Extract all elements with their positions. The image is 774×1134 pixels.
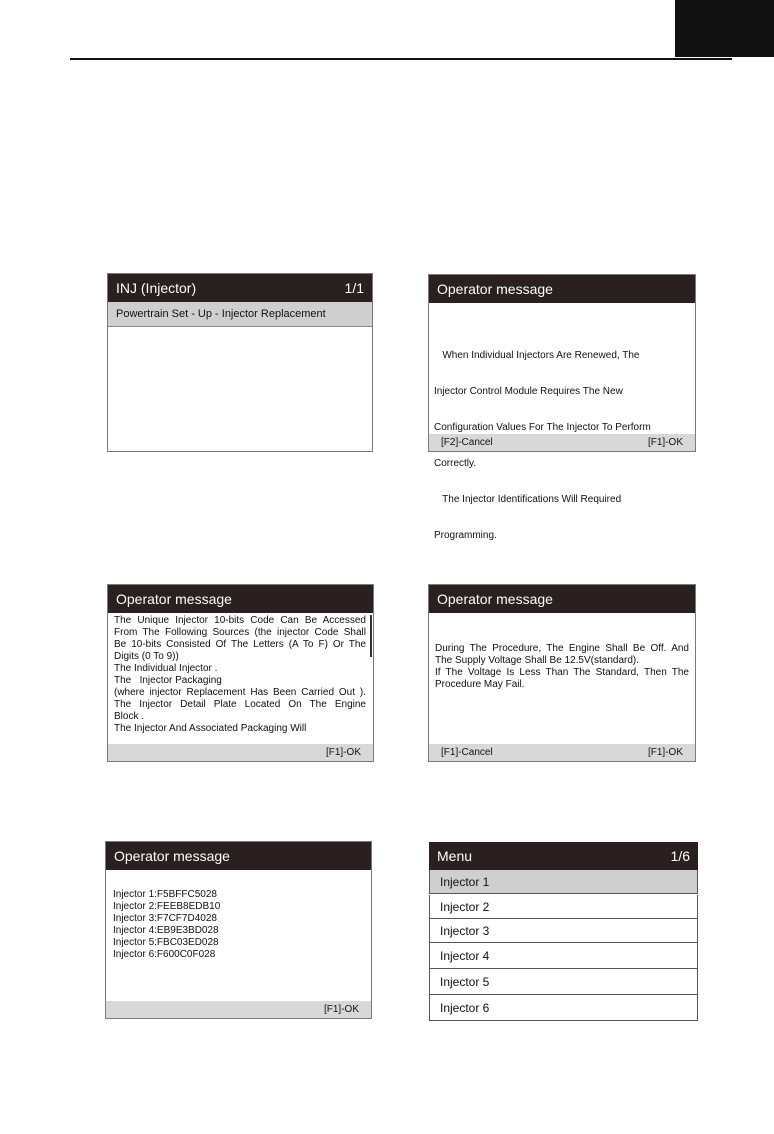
menu-item-injector-1[interactable]: Injector 1: [429, 870, 698, 894]
screen-title: Operator message: [437, 591, 553, 607]
message-line: If The Voltage Is Less Than The Standard, Then The: [435, 667, 689, 678]
screen-title-bar: [108, 274, 372, 302]
message-line: From The Following Sources (the injector Code Shall: [114, 627, 366, 638]
menu-item-selected[interactable]: Powertrain Set - Up - Injector Replacement: [108, 302, 372, 327]
injector-code-line: Injector 1:F5BFFC5028: [113, 889, 217, 900]
screen-title-bar: [106, 842, 371, 870]
message-text: [435, 643, 689, 691]
message-line: When Individual Injectors Are Renewed, The: [434, 350, 640, 361]
screen-title: Operator message: [116, 591, 232, 607]
scrollbar[interactable]: [370, 615, 372, 657]
screen-footer: [429, 744, 695, 761]
message-line: The Injector Packaging: [114, 675, 222, 686]
screen-title-bar: [429, 585, 695, 613]
screen-footer: [429, 434, 695, 451]
menu-item-injector-3[interactable]: Injector 3: [429, 919, 698, 943]
screen-injector-codes: [105, 841, 372, 1019]
message-line: The Supply Voltage Shall Be 12.5V(standard).: [435, 655, 640, 666]
ok-button[interactable]: [F1]-OK: [647, 747, 683, 758]
menu-item-injector-6[interactable]: Injector 6: [429, 995, 698, 1021]
ok-button[interactable]: [F1]-OK: [323, 1004, 359, 1015]
injector-code-line: Injector 6:F600C0F028: [113, 949, 216, 960]
screen-injector-menu: [429, 842, 698, 1021]
cancel-button[interactable]: [F1]-Cancel: [441, 747, 493, 758]
page-indicator: 1/1: [344, 280, 364, 296]
menu-item-injector-2[interactable]: Injector 2: [429, 895, 698, 919]
screen-title-bar: [429, 275, 695, 303]
screen-operator-message-3: [428, 584, 696, 762]
cancel-button[interactable]: [F2]-Cancel: [441, 437, 493, 448]
message-line: Configuration Values For The Injector To Perform: [434, 422, 651, 433]
message-line: Be 10-bits Consisted Of The Letters (A To F) Or The: [114, 639, 366, 650]
menu-item-injector-4[interactable]: Injector 4: [429, 943, 698, 969]
screen-title: Menu: [437, 848, 473, 864]
message-line: The Injector Identifications Will Required: [434, 494, 622, 505]
screen-footer: [106, 1001, 371, 1018]
screen-operator-message-1: [428, 274, 696, 541]
screen-operator-message-2: [107, 584, 374, 762]
screen-title: INJ (Injector): [116, 280, 197, 296]
injector-code-line: Injector 3:F7CF7D4028: [113, 913, 217, 924]
menu-item-injector-5[interactable]: Injector 5: [429, 969, 698, 995]
injector-code-line: Injector 2:FEEB8EDB10: [113, 901, 221, 912]
page-corner-tab: [675, 0, 774, 57]
screen-title-bar: [108, 585, 373, 613]
message-line: The Individual Injector .: [114, 663, 218, 674]
message-line: The Injector And Associated Packaging Will: [114, 723, 307, 734]
page-indicator: 1/6: [670, 848, 690, 864]
screen-title: Operator message: [114, 848, 230, 864]
message-line: Correctly.: [434, 458, 477, 469]
message-line: Programming.: [434, 530, 497, 541]
message-line: (where injector Replacement Has Been Carried Out ).: [114, 687, 366, 698]
message-line: During The Procedure, The Engine Shall Be Off. And: [435, 643, 689, 654]
message-line: The Injector Detail Plate Located On The Engine: [114, 699, 366, 710]
screen-title: Operator message: [437, 281, 553, 297]
screen-inj-menu: [107, 273, 373, 452]
ok-button[interactable]: [F1]-OK: [325, 747, 361, 758]
ok-button[interactable]: [F1]-OK: [647, 437, 683, 448]
message-text: [114, 615, 366, 735]
message-line: Block .: [114, 711, 145, 722]
message-line: Digits (0 To 9)): [114, 651, 179, 662]
injector-code-line: Injector 4:EB9E3BD028: [113, 925, 219, 936]
screen-title-bar: [429, 842, 698, 870]
message-text: [113, 889, 365, 961]
injector-code-line: Injector 5:FBC03ED028: [113, 937, 219, 948]
message-line: Procedure May Fail.: [435, 679, 525, 690]
screen-footer: [108, 744, 373, 761]
message-line: Injector Control Module Requires The New: [434, 386, 623, 397]
header-rule: [70, 58, 732, 60]
message-line: The Unique Injector 10-bits Code Can Be Accessed: [114, 615, 366, 626]
